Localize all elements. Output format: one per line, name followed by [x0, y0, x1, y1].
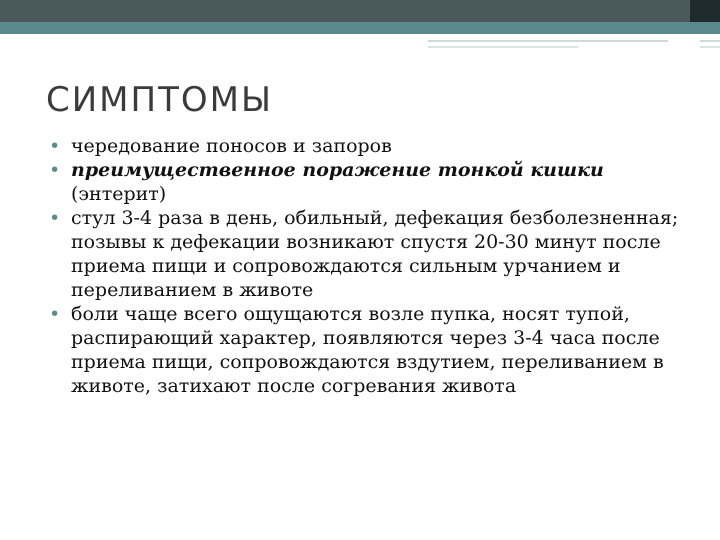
- bullet-text: стул 3-4 раза в день, обильный, дефекация безболезненная; позывы к дефекации возникают спустя 20-30 минут после приема пищи и сопровождаются сильным урчанием и переливанием в животе: [71, 207, 679, 301]
- bullet-marker: •: [49, 303, 61, 325]
- header-band-dark: [0, 0, 720, 22]
- bullet-marker: •: [49, 135, 61, 157]
- bullet-item: [48, 134, 688, 158]
- bullet-text: боли чаще всего ощущаются возле пупка, носят тупой, распирающий характер, появляются через 3-4 часа после приема пищи, сопровождаются вздутием, переливанием в животе, затихают после согревания живота: [71, 303, 664, 397]
- bullet-text: чередование поносов и запоров: [71, 135, 392, 157]
- decorative-line: [700, 46, 720, 48]
- bullet-item: [48, 206, 688, 302]
- slide-title: СИМПТОМЫ: [46, 80, 273, 120]
- bullet-emphasis-text: преимущественное поражение тонкой кишки: [71, 159, 604, 181]
- bullet-text: (энтерит): [71, 183, 167, 205]
- bullet-item: [48, 158, 688, 206]
- decorative-line: [428, 46, 578, 48]
- decorative-line: [428, 40, 668, 42]
- header-band-teal: [0, 22, 720, 34]
- bullet-item: [48, 302, 688, 398]
- bullet-marker: •: [49, 159, 61, 181]
- bullet-list: [48, 134, 688, 398]
- bullet-list-container: [48, 134, 688, 398]
- bullet-marker: •: [49, 207, 61, 229]
- decorative-line: [700, 40, 720, 42]
- header-band-accent: [690, 0, 720, 22]
